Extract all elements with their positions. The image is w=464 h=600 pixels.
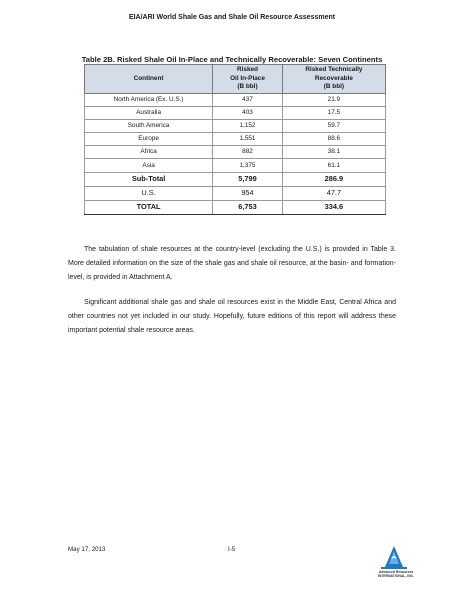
header-recoverable-line: Recoverable [314,74,353,82]
table-row [85,106,386,119]
us-recoverable: 47.7 [282,186,385,200]
cell-recoverable: 38.1 [282,146,385,159]
table-header-row [85,65,386,94]
total-row [85,200,386,214]
cell-recoverable: 61.1 [282,159,385,172]
cell-continent: North America (Ex. U.S.) [85,93,213,106]
header-recoverable [282,65,385,94]
logo-text-line: Advanced Resources [378,570,414,574]
cell-continent: Europe [85,133,213,146]
header-inplace [213,65,283,94]
cell-recoverable: 88.6 [282,133,385,146]
cell-inplace: 403 [213,106,283,119]
body-paragraph: The tabulation of shale resources at the country-level (excluding the U.S.) is provided in Table 3. More detailed information on the size of the shale gas and shale oil resource, at the basin- and formation-level, is provided in Attachment A. [68,246,396,281]
table-row [85,159,386,172]
table-row [85,93,386,106]
table-row [85,119,386,132]
footer-date: May 17, 2013 [68,546,106,553]
cell-inplace: 1,152 [213,119,283,132]
header-inplace-line: Risked [237,66,258,73]
us-inplace: 954 [213,186,283,200]
cell-continent: Australia [85,106,213,119]
total-label: TOTAL [85,200,213,214]
header-continent: Continent [85,65,213,94]
subtotal-recoverable: 286.9 [282,172,385,186]
header-inplace-line: (B bbl) [237,83,258,90]
total-inplace: 6,753 [213,200,283,214]
cell-recoverable: 17.5 [282,106,385,119]
cell-inplace: 1,551 [213,133,283,146]
subtotal-row [85,172,386,186]
subtotal-label: Sub-Total [85,172,213,186]
us-label: U.S. [85,186,213,200]
cell-recoverable: 21.9 [282,93,385,106]
cell-continent: Africa [85,146,213,159]
table-row [85,146,386,159]
header-recoverable-line: Risked Technically [305,66,363,73]
cell-inplace: 437 [213,93,283,106]
subtotal-inplace: 5,799 [213,172,283,186]
table-row [85,133,386,146]
cell-recoverable: 59.7 [282,119,385,132]
footer-page-number: I-5 [228,546,236,553]
header-recoverable-line: (B bbl) [323,83,345,90]
table-title: Table 2B. Risked Shale Oil In-Place and Technically Recoverable: Seven Continents [81,55,383,64]
cell-continent: Asia [85,159,213,172]
cell-inplace: 882 [213,146,283,159]
header-inplace-line: Oil In-Place [230,74,265,82]
shale-oil-table [84,64,386,215]
page-header: EIA/ARI World Shale Gas and Shale Oil Resource Assessment [128,14,336,21]
us-row [85,186,386,200]
logo-text-line: INTERNATIONAL, INC. [377,574,415,578]
cell-inplace: 1,375 [213,159,283,172]
total-recoverable: 334.6 [282,200,385,214]
body-paragraph: Significant additional shale gas and shale oil resources exist in the Middle East, Central Africa and other countries not yet included in our study. Hopefully, future editions of this report will address these important potential shale resource areas. [68,299,396,334]
cell-continent: South America [85,119,213,132]
